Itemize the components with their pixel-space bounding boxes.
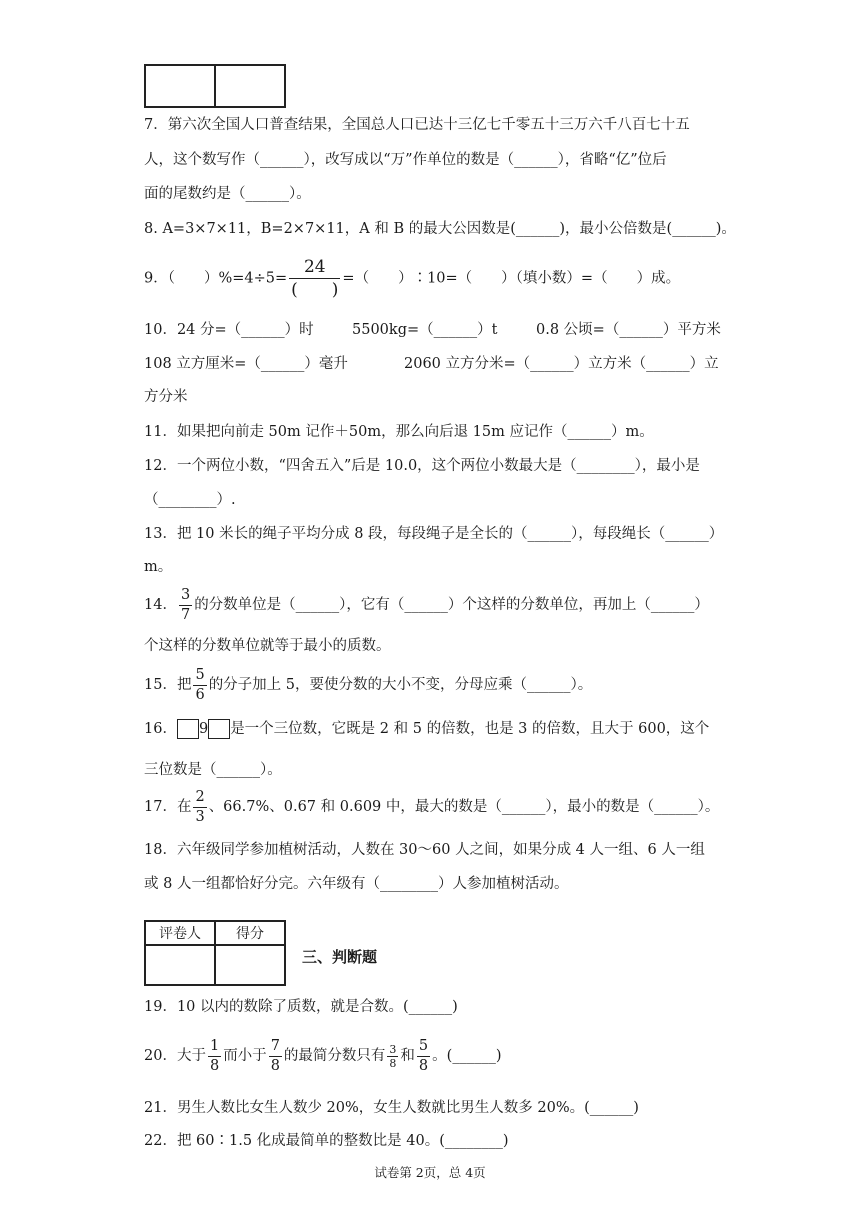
q20-f1-numerator: 1 (208, 1037, 221, 1057)
q10-d: 108 立方厘米=（______）毫升 (144, 356, 348, 372)
q19-text: 19．10 以内的数除了质数，就是合数。(______) (144, 999, 458, 1015)
q8-text: 8. A=3×7×11，B=2×7×11，A 和 B 的最大公因数是(______)，最小公倍数是(______)。 (144, 221, 736, 237)
q20-post: 。(______) (432, 1048, 502, 1064)
q13-line1: 13．把 10 米长的绳子平均分成 8 段，每段绳子是全长的（______），每段绳长（______） (144, 526, 724, 542)
q20-f1-denominator: 8 (209, 1057, 220, 1074)
q14-line1 (144, 584, 709, 626)
q10-f: 方分米 (144, 389, 188, 405)
q15-numerator: 5 (193, 666, 206, 686)
q16-mid: 9 (198, 721, 209, 737)
q22-text: 22．把 60∶1.5 化成最简单的整数比是 40。(________) (144, 1133, 509, 1149)
q17-fraction (193, 788, 206, 827)
q12-line2: （________）. (144, 492, 236, 508)
q20-fraction-4 (417, 1037, 430, 1076)
q20-text (144, 1034, 501, 1078)
score-table (144, 920, 286, 986)
q9-fraction (289, 256, 340, 301)
q20-pre: 20．大于 (144, 1048, 206, 1064)
q16-line1 (144, 719, 709, 739)
q18-line2: 或 8 人一组都恰好分完。六年级有（________）人参加植树活动。 (144, 876, 569, 892)
q17-post: 、66.7%、0.67 和 0.609 中，最大的数是（______），最小的数是（______）。 (208, 799, 720, 815)
q20-f3-denominator: 8 (389, 1056, 397, 1070)
q20-mid: 而小于 (223, 1048, 267, 1064)
q12-line1: 12．一个两位小数，“四舍五入”后是 10.0，这个两位小数最大是（________），最小是 (144, 458, 700, 474)
q14-numerator: 3 (179, 586, 192, 606)
q16-digit-box-1[interactable] (177, 719, 199, 739)
q9-post: =（ ）∶10=（ ）（填小数）=（ ）成。 (342, 270, 681, 287)
q14-denominator: 7 (180, 606, 191, 623)
q14-line2: 个这样的分数单位就等于最小的质数。 (144, 638, 391, 654)
score-table-reviewer-header: 评卷人 (145, 921, 215, 945)
score-table-score-header: 得分 (215, 921, 285, 945)
q15-pre: 15．把 (144, 677, 192, 693)
q15-post: 的分子加上 5，要使分数的大小不变，分母应乘（______）。 (208, 677, 593, 693)
q20-fraction-2 (269, 1037, 282, 1076)
q20-fraction-1 (208, 1037, 221, 1076)
score-table-reviewer-cell (145, 945, 215, 985)
q14-post: 的分数单位是（______），它有（______）个这样的分数单位，再加上（______） (194, 597, 709, 613)
q11-text: 11．如果把向前走 50m 记作＋50m，那么向后退 15m 应记作（______）m。 (144, 424, 654, 440)
q15-text (144, 664, 592, 706)
top-score-box-left (144, 64, 216, 108)
top-score-box-right (214, 64, 286, 108)
q9-text (144, 256, 680, 301)
q16-digit-box-2[interactable] (208, 719, 230, 739)
q14-fraction (179, 586, 192, 625)
q7-line1: 7．第六次全国人口普查结果，全国总人口已达十三亿七千零五十三万六千八百七十五 (144, 117, 690, 133)
section-heading: 三、判断题 (302, 948, 378, 966)
q20-mid2: 的最简分数只有 (283, 1048, 386, 1064)
q20-f4-denominator: 8 (418, 1057, 429, 1074)
q10-c: 0.8 公顷=（______）平方米 (536, 322, 721, 338)
q18-line1: 18．六年级同学参加植树活动，人数在 30～60 人之间，如果分成 4 人一组、6 人一组 (144, 842, 705, 858)
q20-f2-denominator: 8 (270, 1057, 280, 1074)
q10-e: 2060 立方分米=（______）立方米（______）立 (404, 356, 719, 372)
q17-numerator: 2 (193, 788, 206, 808)
q14-pre: 14． (144, 597, 177, 613)
q9-denominator: ( ) (291, 280, 339, 300)
q13-line2: m。 (144, 559, 173, 575)
q10-a: 10．24 分=（______）时 (144, 322, 314, 338)
q17-text (144, 786, 719, 828)
q20-f4-numerator: 5 (417, 1037, 430, 1057)
q20-f3-numerator: 3 (389, 1042, 397, 1056)
q9-numerator: 24 (289, 256, 340, 279)
page-footer: 试卷第 2页，总 4页 (374, 1165, 486, 1180)
q20-and: 和 (400, 1048, 415, 1064)
q15-denominator: 6 (195, 686, 205, 703)
q15-fraction (193, 666, 206, 705)
q10-b: 5500kg=（______）t (352, 322, 498, 338)
q7-line3: 面的尾数约是（______）。 (144, 186, 311, 202)
q21-text: 21．男生人数比女生人数少 20%，女生人数就比男生人数多 20%。(______) (144, 1100, 639, 1116)
q17-pre: 17．在 (144, 799, 192, 815)
q20-f2-numerator: 7 (269, 1037, 282, 1057)
q16-post: 是一个三位数，它既是 2 和 5 的倍数，也是 3 的倍数，且大于 600，这个 (230, 721, 710, 737)
q9-pre: 9．（ ）%=4÷5= (144, 270, 288, 287)
score-table-score-cell (215, 945, 285, 985)
q16-pre: 16． (144, 721, 177, 737)
q20-fraction-3 (387, 1043, 398, 1070)
q17-denominator: 3 (195, 808, 205, 825)
q16-line2: 三位数是（______）。 (144, 762, 282, 778)
q7-line2: 人，这个数写作（______），改写成以“万”作单位的数是（______），省略“亿”位后 (144, 152, 667, 168)
